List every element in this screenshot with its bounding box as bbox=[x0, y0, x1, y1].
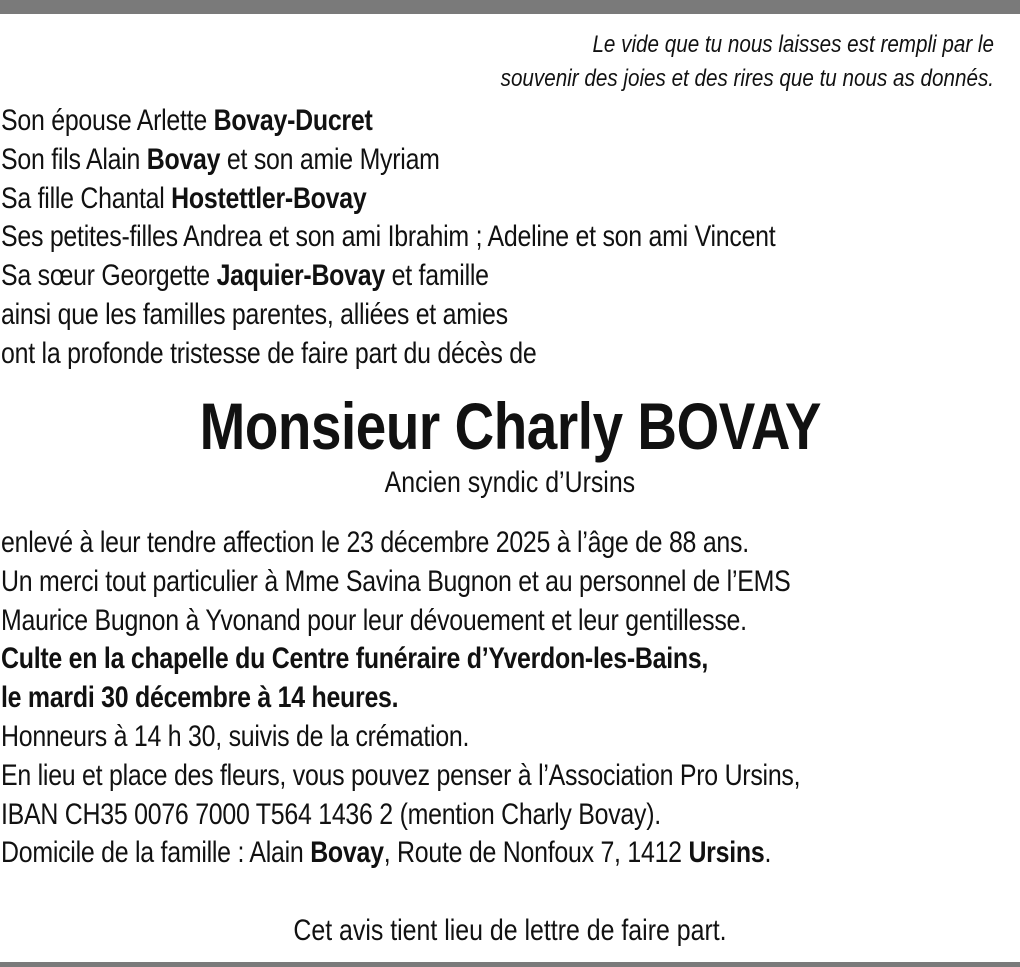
body-line-thanks-2: Maurice Bugnon à Yvonand pour leur dévouement et leur gentillesse. bbox=[1, 603, 747, 637]
epigraph-line-2: souvenir des joies et des rires que tu nous as donnés. bbox=[500, 65, 994, 92]
body-line-donation: En lieu et place des fleurs, vous pouvez penser à l’Association Pro Ursins, bbox=[1, 758, 801, 792]
epigraph-quote bbox=[444, 28, 994, 96]
notice-body bbox=[1, 524, 800, 873]
bottom-rule bbox=[0, 962, 1020, 967]
family-list bbox=[1, 102, 775, 374]
family-line-granddaughters: Ses petites-filles Andrea et son ami Ibrahim ; Adeline et son ami Vincent bbox=[1, 220, 776, 254]
family-line-announcement: ont la profonde tristesse de faire part du décès de bbox=[1, 336, 537, 370]
epigraph-line-1: Le vide que tu nous laisses est rempli par le bbox=[592, 31, 994, 58]
body-line-service-time: le mardi 30 décembre à 14 heures. bbox=[1, 681, 399, 715]
family-line-spouse: Son épouse Arlette Bovay-Ducret bbox=[1, 104, 373, 137]
sister-surname: Jaquier-Bovay bbox=[216, 259, 385, 293]
deceased-role: Ancien syndic d’Ursins bbox=[384, 466, 636, 499]
top-rule bbox=[0, 0, 1020, 14]
son-surname: Bovay bbox=[146, 142, 221, 176]
body-line-honours: Honneurs à 14 h 30, suivis de la crémation. bbox=[1, 719, 470, 753]
body-line-service-place: Culte en la chapelle du Centre funéraire d’Yverdon-les-Bains, bbox=[1, 642, 709, 676]
domicile-surname: Bovay bbox=[310, 836, 384, 870]
domicile-town: Ursins bbox=[688, 836, 765, 870]
spouse-surname: Bovay-Ducret bbox=[213, 104, 373, 137]
deceased-name: Monsieur Charly BOVAY bbox=[199, 389, 821, 463]
body-line-date: enlevé à leur tendre affection le 23 décembre 2025 à l’âge de 88 ans. bbox=[1, 526, 749, 559]
family-line-sister: Sa sœur Georgette Jaquier-Bovay et famille bbox=[1, 259, 489, 293]
closing-note: Cet avis tient lieu de lettre de faire part. bbox=[293, 914, 727, 947]
daughter-surname: Hostettler-Bovay bbox=[171, 181, 367, 215]
family-line-son: Son fils Alain Bovay et son amie Myriam bbox=[1, 142, 440, 176]
body-line-domicile: Domicile de la famille : Alain Bovay, Route de Nonfoux 7, 1412 Ursins. bbox=[1, 836, 772, 870]
family-line-daughter: Sa fille Chantal Hostettler-Bovay bbox=[1, 181, 367, 215]
body-line-iban: IBAN CH35 0076 7000 T564 1436 2 (mention Charly Bovay). bbox=[1, 797, 661, 831]
family-line-relatives: ainsi que les familles parentes, alliées et amies bbox=[1, 297, 508, 331]
body-line-thanks-1: Un merci tout particulier à Mme Savina Bugnon et au personnel de l’EMS bbox=[1, 564, 791, 598]
